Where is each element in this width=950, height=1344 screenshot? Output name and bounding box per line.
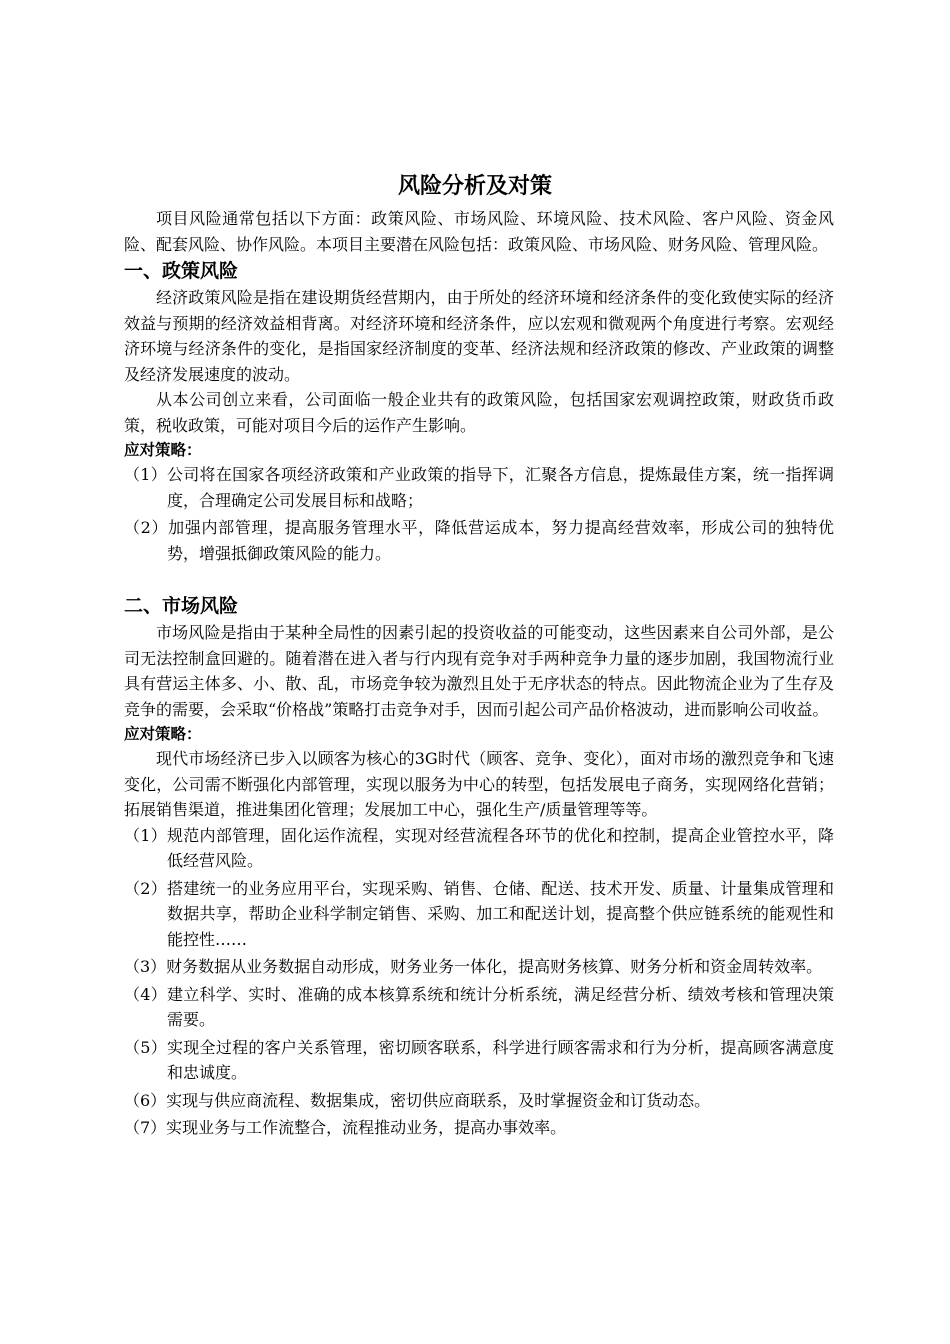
list-item: （1）公司将在国家各项经济政策和产业政策的指导下，汇聚各方信息，提炼最佳方案，统一指挥调度，合理确定公司发展目标和战略；: [124, 465, 834, 510]
section-heading-market-risk: 二、市场风险: [124, 595, 239, 617]
document-body: [124, 206, 834, 1143]
section-heading-policy-risk: 一、政策风险: [124, 260, 239, 282]
market-risk-paragraph: 市场风险是指由于某种全局性的因素引起的投资收益的可能变动，这些因素来自公司外部，是公司无法控制盒回避的。随着潜在进入者与行内现有竞争对手两种竞争力量的逐步加剧，我国物流行业具有营运主体多、小、散、乱，市场竞争较为激烈且处于无序状态的特点。因此物流企业为了生存及竞争的需要，会采取“价格战”策略打击竞争对手，因而引起公司产品价格波动，进而影响公司收益。: [124, 623, 834, 719]
list-item: （2）加强内部管理，提高服务管理水平，降低营运成本，努力提高经营效率，形成公司的独特优势，增强抵御政策风险的能力。: [124, 518, 834, 563]
list-item: （4）建立科学、实时、准确的成本核算系统和统计分析系统，满足经营分析、绩效考核和管理决策需要。: [124, 984, 834, 1029]
strategy-label: 应对策略：: [124, 440, 202, 459]
intro-paragraph: 项目风险通常包括以下方面：政策风险、市场风险、环境风险、技术风险、客户风险、资金风险、配套风险、协作风险。本项目主要潜在风险包括：政策风险、市场风险、财务风险、管理风险。: [124, 209, 834, 254]
list-item: （5）实现全过程的客户关系管理，密切顾客联系，科学进行顾客需求和行为分析，提高顾客满意度和忠诚度。: [124, 1037, 834, 1082]
policy-risk-paragraph: 经济政策风险是指在建设期货经营期内，由于所处的经济环境和经济条件的变化致使实际的经济效益与预期的经济效益相背离。对经济环境和经济条件，应以宏观和微观两个角度进行考察。宏观经济环境与经济条件的变化，是指国家经济制度的变革、经济法规和经济政策的修改、产业政策的调整及经济发展速度的波动。: [124, 288, 834, 384]
list-item: （3）财务数据从业务数据自动形成，财务业务一体化，提高财务核算、财务分析和资金周转效率。: [124, 957, 823, 976]
list-item: （2）搭建统一的业务应用平台，实现采购、销售、仓储、配送、技术开发、质量、计量集成管理和数据共享，帮助企业科学制定销售、采购、加工和配送计划，提高整个供应链系统的能观性和能控性……: [124, 878, 834, 949]
list-item: （7）实现业务与工作流整合，流程推动业务，提高办事效率。: [124, 1118, 567, 1137]
list-item: （6）实现与供应商流程、数据集成，密切供应商联系，及时掌握资金和订货动态。: [124, 1090, 711, 1110]
policy-risk-paragraph: 从本公司创立来看，公司面临一般企业共有的政策风险，包括国家宏观调控政策，财政货币政策，税收政策，可能对项目今后的运作产生影响。: [124, 390, 834, 435]
strategy-paragraph: 现代市场经济已步入以顾客为核心的3G时代（顾客、竞争、变化），面对市场的激烈竞争和飞速变化，公司需不断强化内部管理，实现以服务为中心的转型，包括发展电子商务，实现网络化营销；拓展销售渠道，推进集团化管理；发展加工中心，强化生产/质量管理等等。: [124, 749, 834, 819]
document-title: 风险分析及对策: [397, 173, 552, 199]
list-item: （1）规范内部管理，固化运作流程，实现对经营流程各环节的优化和控制，提高企业管控水平，降低经营风险。: [124, 825, 834, 870]
section-spacer: [124, 568, 834, 592]
strategy-label: 应对策略：: [124, 724, 202, 743]
